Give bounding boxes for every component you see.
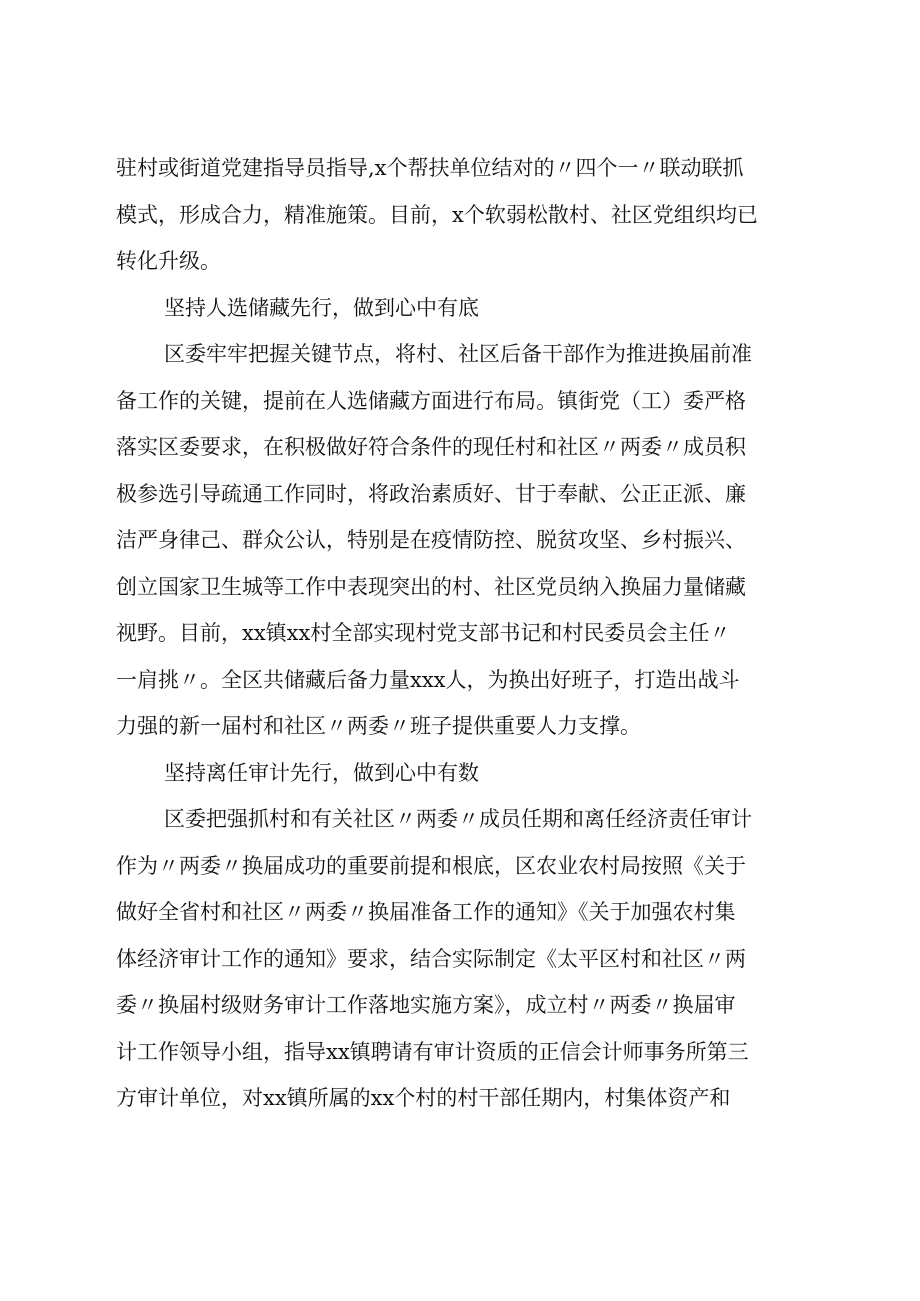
text-line: 计工作领导小组，指导xx镇聘请有审计资质的正信会计师事务所第三: [116, 1039, 749, 1064]
heading-text: 坚持人选储藏先行，做到心中有底: [164, 295, 479, 320]
text-line: 区委把强抓村和有关社区〃两委〃成员任期和离任经济责任审计: [164, 807, 752, 831]
text-line: 体经济审计工作的通知》要求，结合实际制定《太平区村和社区〃两: [116, 946, 746, 971]
paragraph-audit: [116, 796, 816, 1122]
text-line: 委〃换届村级财务审计工作落地实施方案》，成立村〃两委〃换届审: [116, 993, 736, 1017]
text-line: 模式，形成合力，精准施策。目前，x个软弱松散村、社区党组织均已: [116, 202, 758, 227]
text-line: 视野。目前，xx镇xx村全部实现村党支部书记和村民委员会主任〃: [116, 621, 731, 645]
paragraph-candidate-reserve: [116, 331, 816, 750]
section-heading-candidate-reserve: [116, 285, 816, 332]
text-line: 力强的新一届村和社区〃两委〃班子提供重要人力支撑。: [116, 714, 641, 738]
text-line: 驻村或街道党建指导员指导,x个帮扶单位结对的〃四个一〃联动联抓: [116, 156, 744, 180]
heading-text: 坚持离任审计先行，做到心中有数: [164, 760, 479, 785]
text-line: 创立国家卫生城等工作中表现突出的村、社区党员纳入换届力量储藏: [116, 574, 746, 599]
paragraph-continuation: [116, 145, 816, 285]
text-line: 备工作的关键，提前在人选储藏方面进行布局。镇街党（工）委严格: [116, 388, 746, 413]
text-line: 一肩挑〃。全区共储藏后备力量xxx人，为换出好班子，打造出战斗: [116, 667, 740, 692]
text-line: 方审计单位，对xx镇所属的xx个村的村干部任期内，村集体资产和: [116, 1086, 731, 1110]
document-body: [116, 145, 816, 1122]
text-line: 区委牢牢把握关键节点，将村、社区后备干部作为推进换届前准: [164, 342, 752, 366]
text-line: 洁严身律己、群众公认，特别是在疫情防控、脱贫攻坚、乡村振兴、: [116, 528, 746, 552]
text-line: 落实区委要求，在积极做好符合条件的现任村和社区〃两委〃成员积: [116, 435, 746, 459]
text-line: 做好全省村和社区〃两委〃换届准备工作的通知》《关于加强农村集: [116, 900, 736, 924]
text-line: 极参选引导疏通工作同时，将政治素质好、甘于奉献、公正正派、廉: [116, 481, 746, 506]
text-line: 转化升级。: [116, 249, 221, 273]
text-line: 作为〃两委〃换届成功的重要前提和根底，区农业农村局按照《关于: [116, 853, 746, 878]
section-heading-audit: [116, 750, 816, 797]
